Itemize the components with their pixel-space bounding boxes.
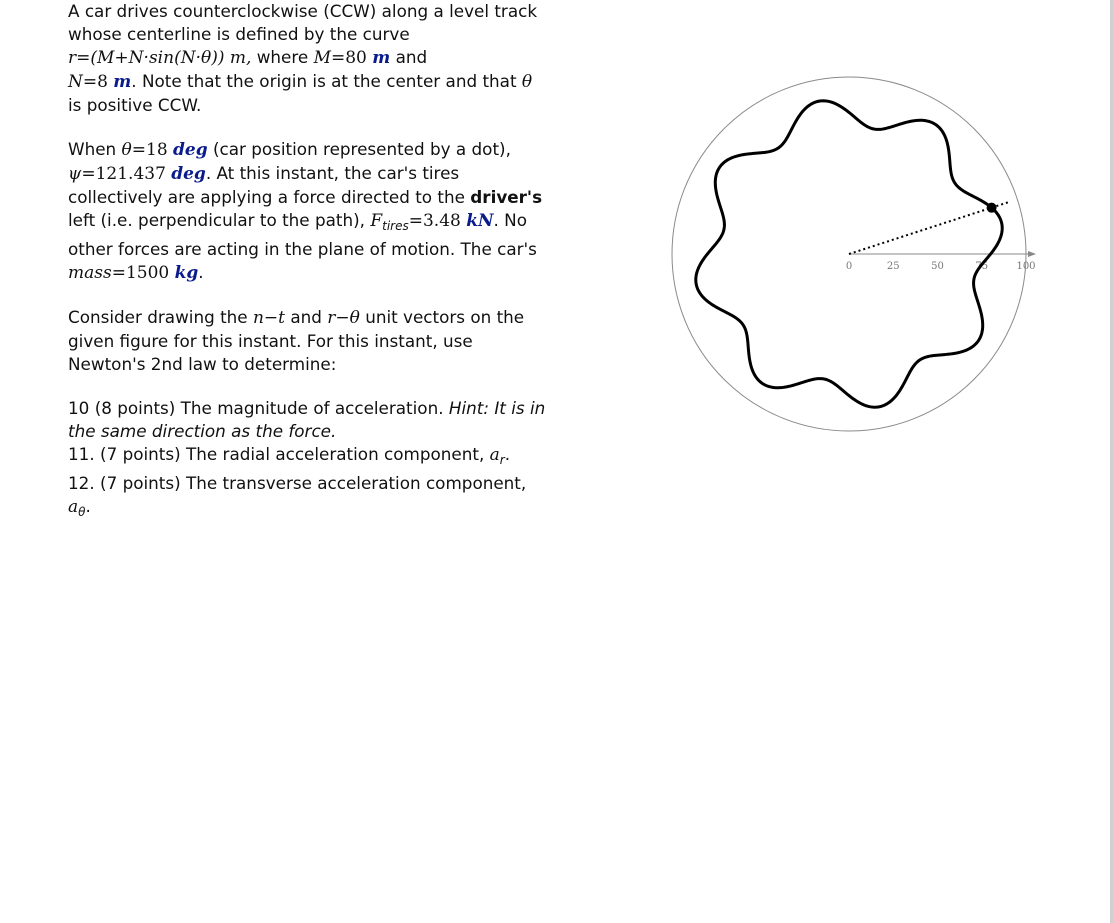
n-t-symbol: n−t [252,308,285,328]
N-value: =8 [82,72,108,92]
mass-value: =1500 [111,263,170,283]
N-unit: m [113,72,132,92]
M-unit: m [372,48,391,68]
theta-symbol: θ [121,140,132,160]
a-theta-symbol: a [68,497,79,517]
intro-paragraph [68,0,553,117]
car-position-dot [987,203,997,213]
force-direction-text: collectively are applying a force directed to the [68,187,471,207]
F-symbol: F [370,211,383,231]
intro-line-2: whose centerline is defined by the curve [68,24,410,44]
M-value: =80 [331,48,367,68]
period: . [504,444,511,464]
intro-line-1: A car drives counterclockwise (CCW) along a level track [68,1,538,21]
tick-label-0: 0 [845,261,853,272]
where-text: where [251,47,314,67]
psi-symbol: ψ [68,164,82,184]
eq-body: (M+N·sin(N·θ)) [90,48,225,68]
consider-line-2: given figure for this instant. For this instant, use [68,331,473,351]
when-text: When [68,139,122,159]
dot-note: (car position represented by a dot), [207,139,511,159]
eq-r: r [68,48,77,68]
questions [68,397,553,524]
a-r-symbol: a [489,445,500,465]
consider-text-a: Consider drawing the [68,307,253,327]
tick-label-25: 25 [886,261,900,272]
mass-unit: kg [174,263,199,283]
track-figure [660,70,1050,440]
mass-symbol: mass [68,263,112,283]
tick-label-75: 75 [975,261,989,272]
question-10-hint-a: Hint: It is in [448,398,546,418]
x-axis-arrow [1028,251,1036,257]
radial-line [849,202,1009,254]
and-text: and [390,47,428,67]
perpendicular-text: left (i.e. perpendicular to the path), [68,210,371,230]
r-theta-symbol: r−θ [327,308,360,328]
consider-line-3: Newton's 2nd law to determine: [68,354,337,374]
intro-last-line: is positive CCW. [68,95,202,115]
F-unit: kN [466,211,494,231]
F-value: =3.48 [408,211,461,231]
drivers-word: driver's [470,187,543,207]
question-11: 11. (7 points) The radial acceleration component, [68,444,490,464]
tires-note: . At this instant, the car's tires [205,163,460,183]
M-symbol: M [313,48,331,68]
F-subscript: tires [382,219,409,233]
track-diagram [660,70,1050,440]
question-10: 10 (8 points) The magnitude of acceleration. [68,398,449,418]
theta-symbol: θ [521,72,533,92]
tick-label-50: 50 [931,261,944,272]
other-forces-text: other forces are acting in the plane of motion. The car's [68,239,537,259]
period: . [198,262,204,282]
eq-unit-m: m, [229,48,252,68]
question-12: 12. (7 points) The transverse acceleration component, [68,473,527,493]
state-paragraph [68,138,553,285]
problem-text [68,0,553,524]
a-r-subscript: r [499,453,505,467]
question-10-hint-b: the same direction as the force. [68,421,337,441]
and-text: and [285,307,328,327]
psi-value: =121.437 [81,164,166,184]
consider-text-b: unit vectors on the [359,307,525,327]
no-text: . No [493,210,528,230]
a-theta-subscript: θ [78,505,86,519]
theta-value: =18 [131,140,168,160]
psi-unit: deg [171,164,206,184]
period: . [85,496,91,516]
tick-labels [846,261,1036,272]
N-symbol: N [68,72,83,92]
tick-label-100: 100 [1016,261,1036,272]
consider-paragraph [68,306,553,376]
eq-equals: = [76,48,91,68]
theta-unit: deg [173,140,208,160]
origin-note: . Note that the origin is at the center and that [131,71,522,91]
